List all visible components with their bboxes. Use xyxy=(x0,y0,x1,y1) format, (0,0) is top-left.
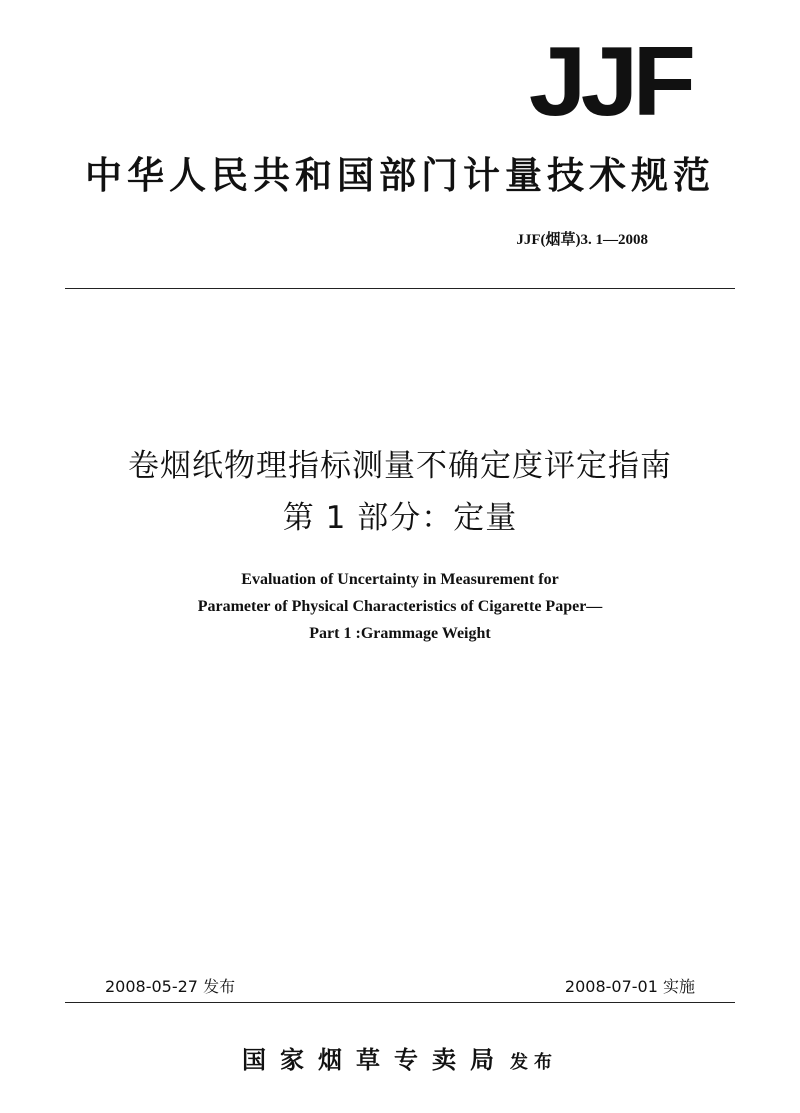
implement-date: 2008-07-01 实施 xyxy=(564,977,695,996)
title-cn-line1: 卷烟纸物理指标测量不确定度评定指南 xyxy=(128,448,672,484)
header-title: 中华人民共和国部门计量技术规范 xyxy=(85,153,715,197)
bottom-divider xyxy=(65,1002,735,1003)
release-date: 2008-05-27 发布 xyxy=(105,977,236,996)
title-cn-line2: 第 1 部分：定量 xyxy=(282,500,518,536)
title-en-line1: Evaluation of Uncertainty in Measurement for xyxy=(241,571,559,588)
jjf-logo: JJF xyxy=(528,26,690,137)
standard-number: JJF(烟草)3. 1—2008 xyxy=(516,232,648,248)
title-en-line3: Part 1 :Grammage Weight xyxy=(309,625,491,642)
title-en-line2: Parameter of Physical Characteristics of Cigarette Paper— xyxy=(197,598,603,615)
issuer-line xyxy=(0,1042,800,1081)
issuer: 国家烟草专卖局 xyxy=(242,1045,508,1074)
top-divider xyxy=(65,288,735,289)
issuer-suffix: 发布 xyxy=(510,1052,558,1073)
